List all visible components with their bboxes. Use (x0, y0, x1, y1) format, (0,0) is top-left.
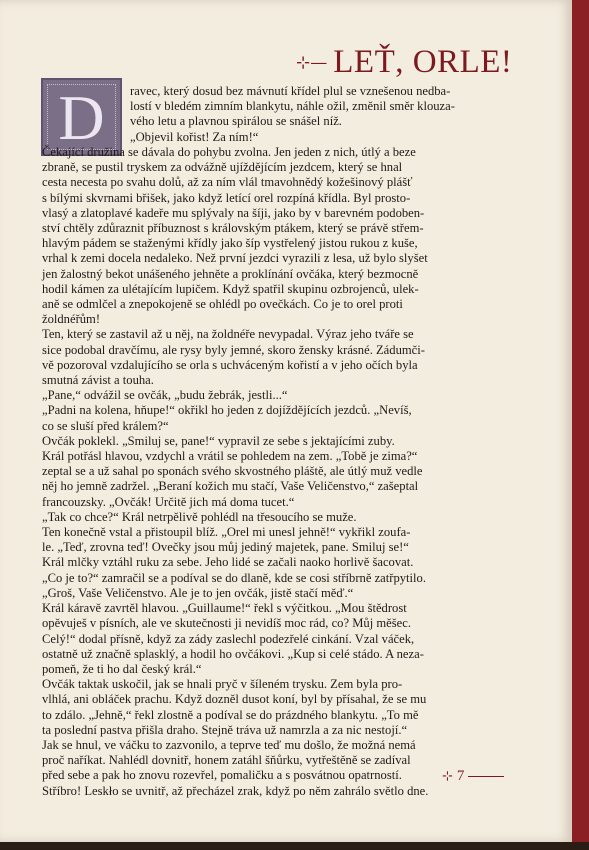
page-footer (442, 768, 504, 785)
body-text (42, 145, 517, 799)
text-line: hlavým pádem se staženými křídly jako šíp vystřelený jistou rukou z kuše, (42, 236, 418, 251)
text-line: le. „Teď, zrovna teď! Ovečky jsou můj jediný majetek, pane. Smiluj se!“ (42, 540, 409, 555)
text-line: Ovčák taktak uskočil, jak se hnali pryč v šíleném trysku. Zem byla pro- (42, 677, 403, 692)
text-line: ravec, který dosud bez mávnutí křídel plul se vznešenou nedba- (130, 84, 451, 98)
text-line: žoldnéřům! (42, 312, 101, 327)
text-line: vého letu a plavnou spirálou se snášel níž. (130, 114, 342, 129)
text-line: „Groš, Vaše Veličenstvo. Ale je to jen ovčák, jistě stačí měď.“ (42, 585, 354, 600)
text-line: s bílými skvrnami břišek, jako když letící orel rozpíná křídla. Byl prosto- (42, 190, 411, 205)
chapter-title: LEŤ, ORLE! (333, 44, 513, 80)
text-line: to zdálo. „Jehně,“ řekl zlostně a podíval se do prázdného blankytu. „To mě (42, 707, 419, 722)
text-line: francouzsky. „Ovčák! Určitě jich má doma tucet.“ (42, 494, 295, 509)
text-line: Král potřásl hlavou, vzdychl a vrátil se pohledem na zem. „Tobě je zima?“ (42, 449, 418, 464)
text-line: „Co je to?“ zamračil se a podíval se do dlaně, kde se cosi stříbrně zatřpytilo. (42, 570, 426, 585)
text-line: ostatně už značně splasklý, a hodil ho ovčákovi. „Kup si celé stádo. A neza- (42, 646, 424, 661)
text-line: Král mlčky vztáhl ruku za sebe. Jeho lidé se začali naoko horlivě šacovat. (42, 555, 414, 570)
text-line: Stříbro! Leskło se uvnitř, až přecházel zrak, když po něm zahrálo světlo dne. (42, 783, 429, 798)
text-line: hodil kámen za ulétajícím lupičem. Když spatřil skupinu ozbrojenců, ulek- (42, 281, 419, 296)
book-cover-edge (572, 0, 589, 850)
page-bottom-edge (0, 842, 589, 850)
text-line: proč naříkat. Nahlédl dovnitř, honem zatáhl šňůrku, vytřeštěně se zadíval (42, 753, 411, 768)
text-line: pomeň, že ti ho dal český král.“ (42, 661, 202, 676)
page-rule (468, 776, 504, 777)
text-line: zbraně, se pustil tryskem za odvážně ujíždějícím jezdcem, který se hnal (42, 160, 403, 175)
text-line: sice podobal dravčímu, ale rysy byly jemné, skoro žensky krásné. Zádumči- (42, 342, 425, 357)
text-line: ství chtěly zdůraznit příbuznost s královským ptákem, který se právě střem- (42, 221, 424, 236)
text-line: před sebe a pak ho znovu rozevřel, pomaličku a s posvátnou opatrností. (42, 768, 402, 783)
text-line: „Tak co chce?“ Král netrpělivě pohlédl na třesoucího se muže. (42, 509, 357, 524)
text-line: smutná závist a touha. (42, 373, 154, 388)
text-line: ta poslední pastva přišla draho. Stejně tráva už namrzla a za nic nestojí.“ (42, 722, 408, 737)
text-line: Ovčák poklekl. „Smiluj se, pane!“ vypravil ze sebe s jektajícími zuby. (42, 433, 395, 448)
text-line: vlhlá, ani obláček prachu. Když dozněl dusot koní, byl by přísahal, že se mu (42, 692, 427, 707)
text-line: zeptal se a už sahal po sponách svého skvostného pláště, ale útlý muž vedle (42, 464, 423, 479)
text-line: lostí v bledém zimním blankytu, náhle ožil, změnil směr klouza- (130, 99, 455, 114)
text-line: vě pozoroval vzdalujícího se orla s uchváceným kořistí a v jeho očích byla (42, 357, 418, 372)
title-ornament-icon: ⊹— (296, 52, 328, 73)
text-line: „Pane,“ odvážil se ovčák, „budu žebrák, jestli...“ (42, 388, 288, 403)
text-line: Celý!“ dodal přísně, když za zády zaslechl podezřelé cinkání. Vzal váček, (42, 631, 415, 646)
text-line: co se sluší před králem?“ (42, 418, 169, 433)
drop-cap-letter: D (58, 82, 105, 153)
text-line: jen žalostný bekot unášeného jehněte a proklínání ovčáka, který bezmocně (42, 266, 419, 281)
page-ornament-icon: ⊹ (442, 769, 453, 784)
text-line: Král káravě zavrtěl hlavou. „Guillaume!“ řekl s výčitkou. „Mou štědrost (42, 601, 407, 616)
text-line: „Objevil kořist! Za ním!“ (130, 129, 259, 144)
text-line: opěvuješ v písních, ale ve skutečnosti ji nevidíš moc rád, co? Můj měšec. (42, 616, 411, 631)
page-number: 7 (456, 768, 465, 784)
text-line: vrhal k zemi docela nedaleko. Než první jezdci vyrazili z lesa, už bylo slyšet (42, 251, 428, 266)
text-line: Jak se hnul, ve váčku to zazvonilo, a teprve teď mu došlo, že možná nemá (42, 737, 416, 752)
text-line: „Padni na kolena, hňupe!“ okřikl ho jeden z dojíždějících jezdců. „Nevíš, (42, 403, 412, 418)
text-line: vlasý a zlatoplavé kadeře mu splývaly na šíji, jako by v barevném podoben- (42, 205, 425, 220)
text-line: něj ho jemně zadržel. „Beraní kožich mu stačí, Vaše Veličenstvo,“ zašeptal (42, 479, 419, 494)
text-line: Ten, který se zastavil až u něj, na žoldnéře nevypadal. Výraz jeho tváře se (42, 327, 414, 342)
text-line: Čekající družina se dávala do pohybu zvolna. Jen jeden z nich, útlý a beze (42, 145, 416, 159)
text-line: cesta necesta po svahu dolů, až za ním vlál tmavohnědý kožešinový plášť (42, 175, 413, 190)
opening-lines (130, 84, 518, 145)
text-line: Ten konečně vstal a přistoupil blíž. „Orel mi unesl jehně!“ vykřikl zoufa- (42, 525, 411, 540)
chapter-heading (296, 44, 512, 81)
text-line: aně se odmlčel a znepokojeně se ohlédl po ovečkách. Co je to orel proti (42, 297, 403, 312)
